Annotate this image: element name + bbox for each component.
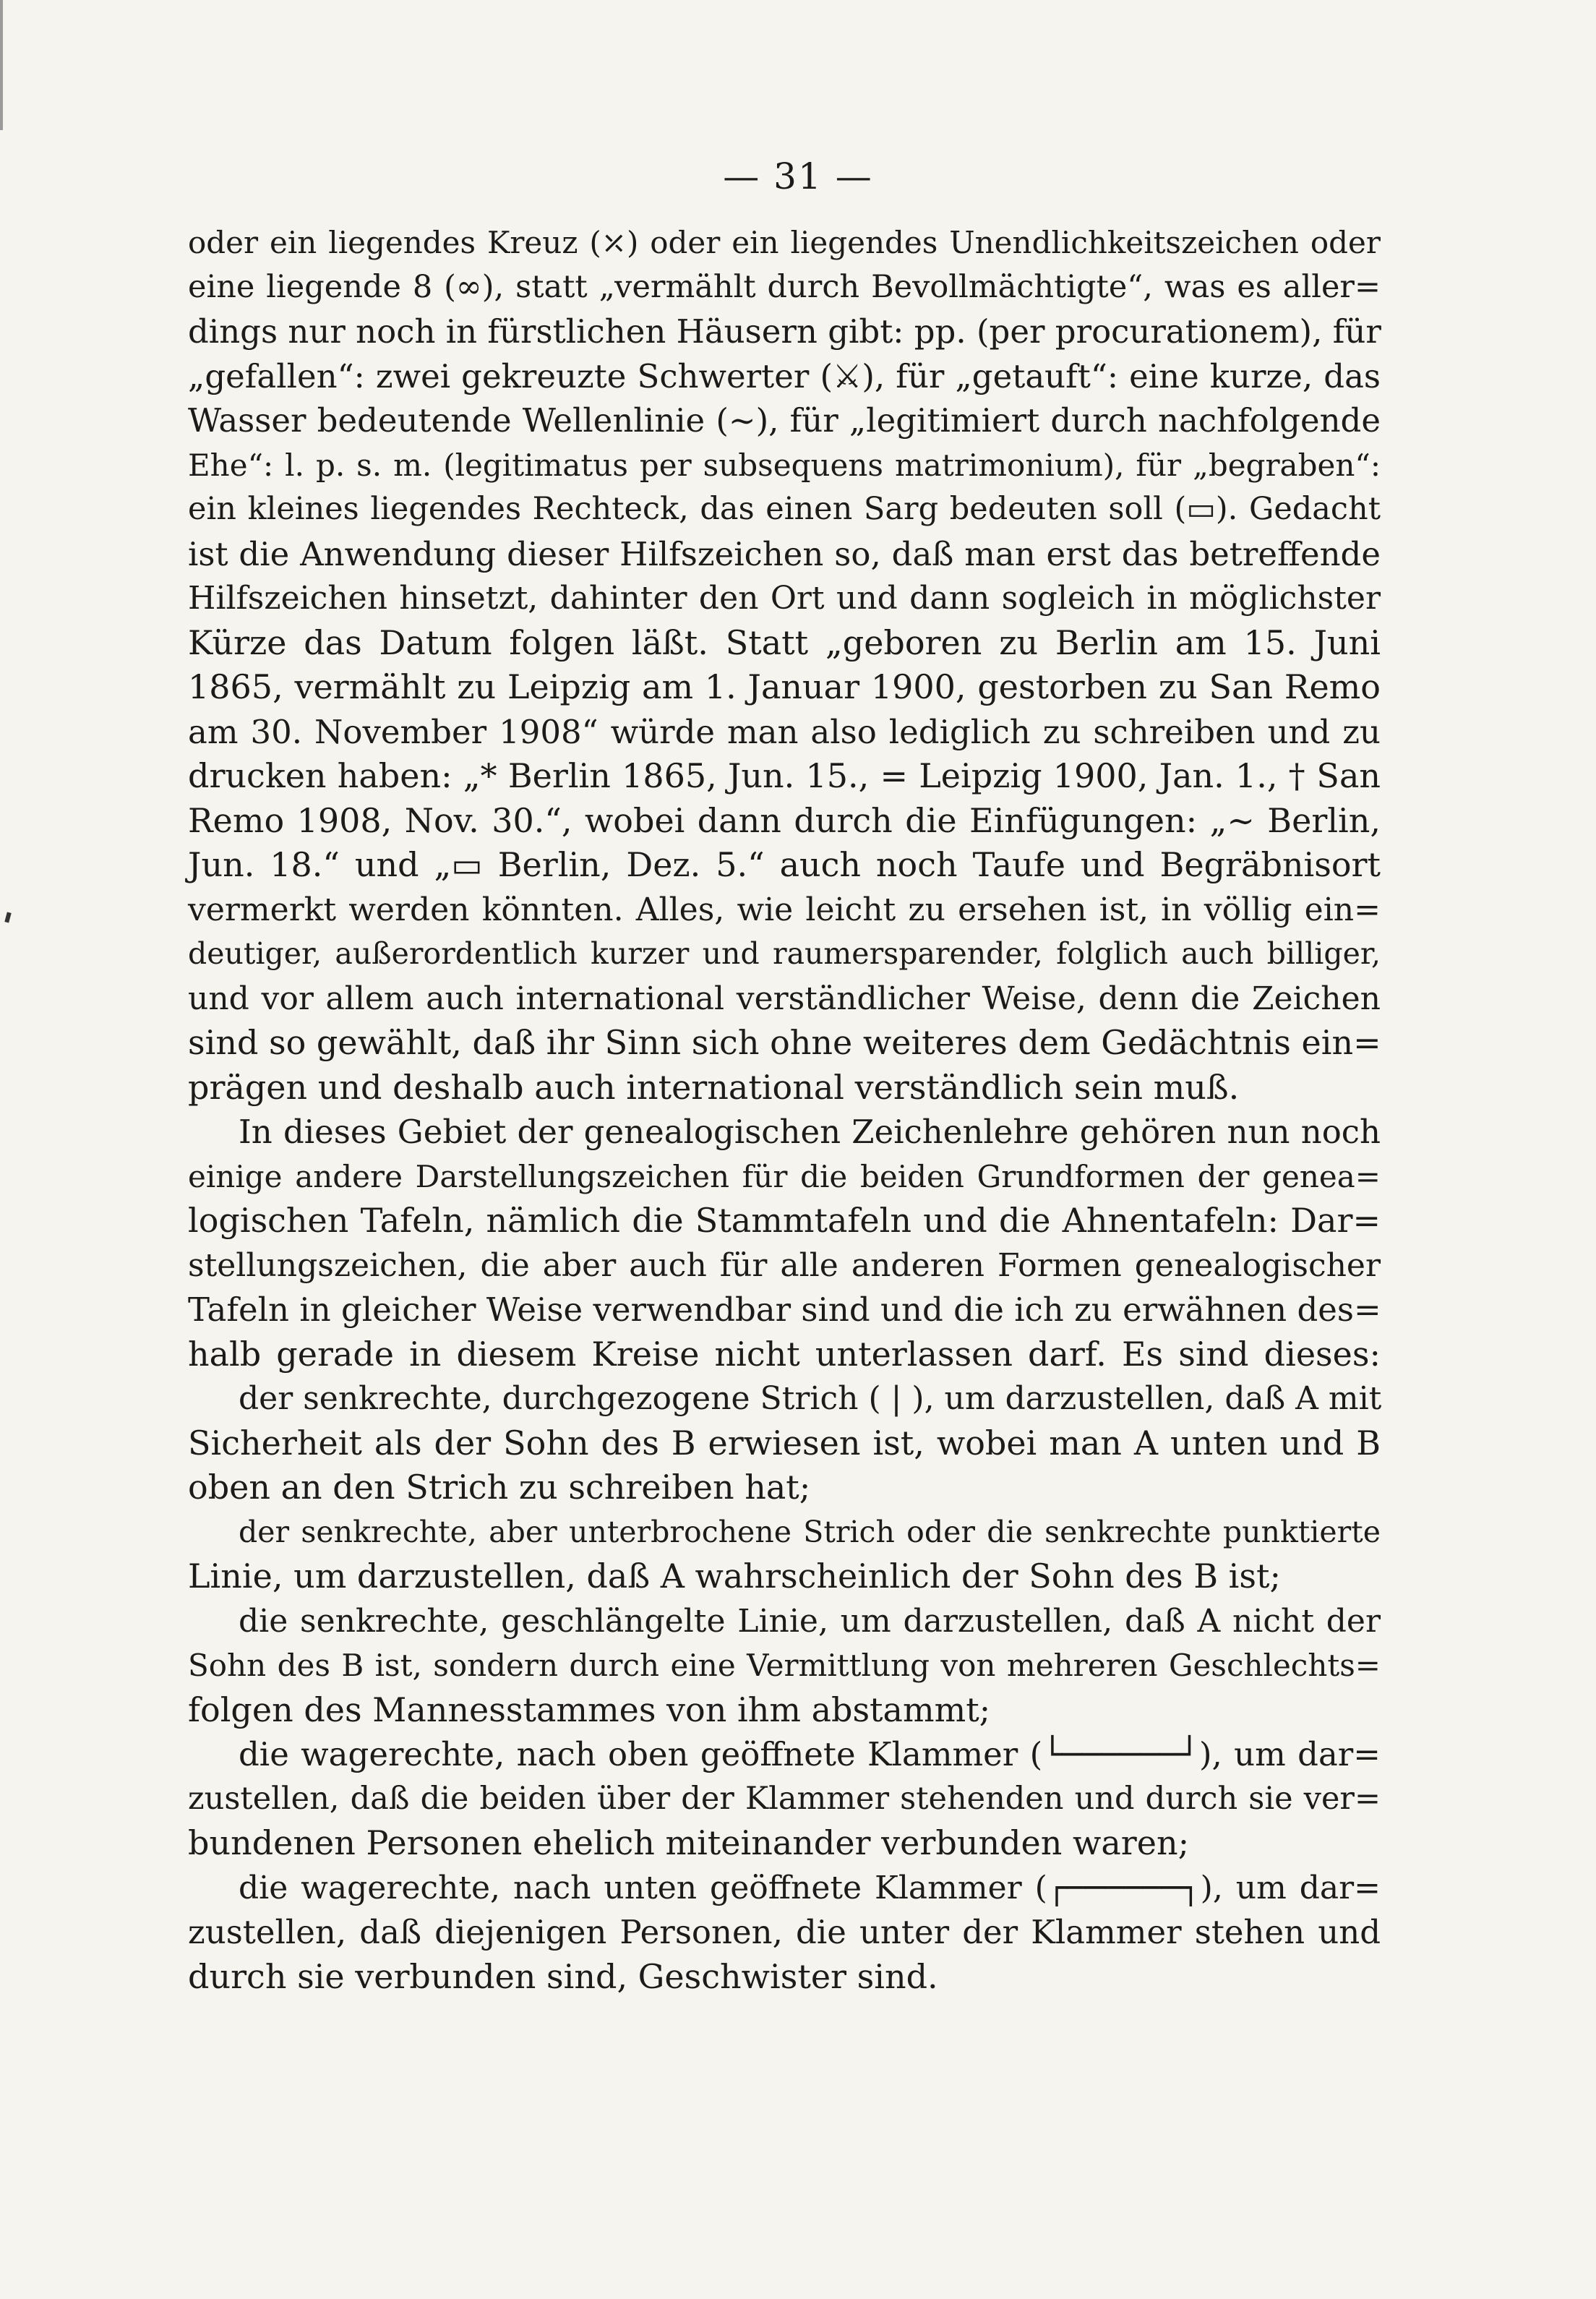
- text-line: die wagerechte, nach oben geöffnete Klammer (└──────┘), um dar=: [239, 1735, 1381, 1773]
- text-line: ein kleines liegendes Rechteck, das einen Sarg bedeuten soll (▭). Gedacht: [188, 491, 1381, 527]
- text-line: deutiger, außerordentlich kurzer und raumersparender, folglich auch billiger,: [188, 936, 1381, 971]
- text-line: der senkrechte, aber unterbrochene Strich oder die senkrechte punktierte: [239, 1514, 1381, 1549]
- text-line: zustellen, daß diejenigen Personen, die unter der Klammer stehen und: [188, 1913, 1381, 1951]
- text-line: die wagerechte, nach unten geöffnete Klammer (┌──────┐), um dar=: [239, 1869, 1381, 1906]
- text-line: Tafeln in gleicher Weise verwendbar sind und die ich zu erwähnen des=: [188, 1290, 1381, 1329]
- text-line: bundenen Personen ehelich miteinander verbunden waren;: [188, 1823, 1190, 1862]
- text-line: logischen Tafeln, nämlich die Stammtafeln und die Ahnentafeln: Dar=: [188, 1201, 1381, 1240]
- text-line: halb gerade in diesem Kreise nicht unterlassen darf. Es sind dieses:: [188, 1334, 1381, 1374]
- text-line: oben an den Strich zu schreiben hat;: [188, 1468, 811, 1507]
- text-line: folgen des Mannesstammes von ihm abstammt;: [188, 1690, 991, 1729]
- text-line: dings nur noch in fürstlichen Häusern gibt: pp. (per procurationem), für: [188, 312, 1381, 351]
- text-line: Sicherheit als der Sohn des B erwiesen ist, wobei man A unten und B: [188, 1423, 1381, 1463]
- text-line: Wasser bedeutende Wellenlinie (∼), für „legitimiert durch nachfolgende: [188, 401, 1381, 440]
- text-line: eine liegende 8 (∞), statt „vermählt durch Bevollmächtigte“, was es aller=: [188, 268, 1381, 305]
- text-line: der senkrechte, durchgezogene Strich ( | ), um darzustellen, daß A mit: [239, 1380, 1382, 1417]
- text-line: Ehe“: l. p. s. m. (legitimatus per subsequens matrimonium), für „begraben“:: [188, 447, 1381, 483]
- text-line: stellungszeichen, die aber auch für alle anderen Formen genealogischer: [188, 1246, 1381, 1284]
- text-line: Sohn des B ist, sondern durch eine Vermittlung von mehreren Geschlechts=: [188, 1648, 1381, 1683]
- text-line: die senkrechte, geschlängelte Linie, um darzustellen, daß A nicht der: [239, 1602, 1381, 1640]
- page-number: — 31 —: [723, 155, 873, 197]
- text-line: 1865, vermählt zu Leipzig am 1. Januar 1900, gestorben zu San Remo: [188, 667, 1381, 706]
- text-line: „gefallen“: zwei gekreuzte Schwerter (⚔), für „getauft“: eine kurze, das: [188, 356, 1381, 395]
- text-line: Remo 1908, Nov. 30.“, wobei dann durch die Einfügungen: „∼ Berlin,: [188, 800, 1381, 840]
- text-line: sind so gewählt, daß ihr Sinn sich ohne weiteres dem Gedächtnis ein=: [188, 1023, 1381, 1062]
- text-line: In dieses Gebiet der genealogischen Zeichenlehre gehören nun noch: [239, 1113, 1381, 1151]
- text-line: drucken haben: „* Berlin 1865, Jun. 15., = Leipzig 1900, Jan. 1., † San: [188, 756, 1381, 795]
- text-line: prägen und deshalb auch international verständlich sein muß.: [188, 1067, 1240, 1107]
- text-line: Jun. 18.“ und „▭ Berlin, Dez. 5.“ auch noch Taufe und Begräbnisort: [188, 845, 1381, 884]
- text-line: oder ein liegendes Kreuz (⤫) oder ein liegendes Unendlichkeitszeichen oder: [188, 225, 1381, 260]
- text-line: und vor allem auch international verständlicher Weise, denn die Zeichen: [188, 980, 1381, 1017]
- margin-mark: [4, 912, 11, 922]
- text-line: Kürze das Datum folgen läßt. Statt „geboren zu Berlin am 15. Juni: [188, 622, 1381, 662]
- text-line: einige andere Darstellungszeichen für die beiden Grundformen der genea=: [188, 1158, 1381, 1194]
- text-line: durch sie verbunden sind, Geschwister sind.: [188, 1956, 938, 1996]
- text-line: Hilfszeichen hinsetzt, dahinter den Ort und dann sogleich in möglichster: [188, 580, 1381, 617]
- text-line: am 30. November 1908“ würde man also lediglich zu schreiben und zu: [188, 712, 1381, 751]
- body-text: [188, 221, 1381, 1999]
- text-line: ist die Anwendung dieser Hilfszeichen so, daß man erst das betreffende: [188, 534, 1381, 573]
- text-line: vermerkt werden könnten. Alles, wie leicht zu ersehen ist, in völlig ein=: [188, 891, 1381, 928]
- scan-edge: [0, 0, 3, 130]
- text-line: zustellen, daß die beiden über der Klammer stehenden und durch sie ver=: [188, 1780, 1381, 1817]
- text-line: Linie, um darzustellen, daß A wahrscheinlich der Sohn des B ist;: [188, 1557, 1281, 1596]
